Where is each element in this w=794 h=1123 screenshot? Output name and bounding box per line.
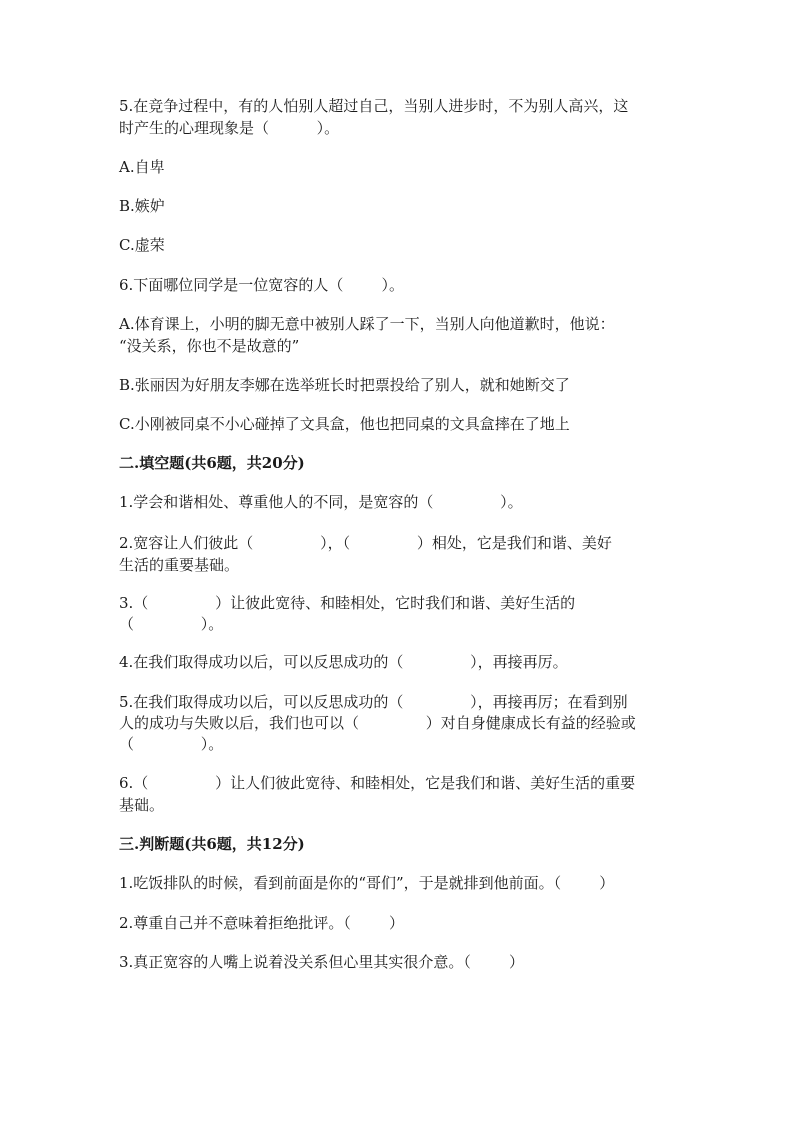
question-5-stem-line2: 时产生的心理现象是（ ）。 <box>119 119 340 137</box>
fill-question-5-line1: 5.在我们取得成功以后，可以反思成功的（ ），再接再厉；在看到别 <box>119 693 628 711</box>
fill-question-6-line1: 6.（ ）让人们彼此宽待、和睦相处，它是我们和谐、美好生活的重要 <box>119 774 636 792</box>
judge-question-3: 3.真正宽容的人嘴上说着没关系但心里其实很介意。（ ） <box>119 953 524 971</box>
fill-question-1: 1.学会和谐相处、尊重他人的不同，是宽容的（ ）。 <box>119 493 523 511</box>
question-5-option-a: A.自卑 <box>119 158 165 176</box>
fill-question-2-line2: 生活的重要基础。 <box>119 556 240 574</box>
fill-question-5-line3: （ ）。 <box>119 735 224 753</box>
question-6-stem: 6.下面哪位同学是一位宽容的人（ ）。 <box>119 276 404 294</box>
question-5-stem-line1: 5.在竞争过程中，有的人怕别人超过自己，当别人进步时，不为别人高兴，这 <box>119 97 629 115</box>
question-6-option-b: B.张丽因为好朋友李娜在选举班长时把票投给了别人，就和她断交了 <box>119 376 570 394</box>
fill-question-6-line2: 基础。 <box>119 796 165 814</box>
question-5-option-b: B.嫉妒 <box>119 197 165 215</box>
question-6-option-c: C.小刚被同桌不小心碰掉了文具盒，他也把同桌的文具盒摔在了地上 <box>119 415 570 433</box>
question-5-option-c: C.虚荣 <box>119 236 165 254</box>
section-2-title: 二.填空题(共6题，共20分) <box>119 454 305 472</box>
fill-question-4: 4.在我们取得成功以后，可以反思成功的（ ），再接再厉。 <box>119 653 568 671</box>
fill-question-2-line1: 2.宽容让人们彼此（ ），（ ）相处，它是我们和谐、美好 <box>119 534 612 552</box>
fill-question-3-line2: （ ）。 <box>119 615 224 633</box>
judge-question-1: 1.吃饭排队的时候，看到前面是你的“哥们”，于是就排到他前面。（ ） <box>119 874 615 892</box>
judge-question-2: 2.尊重自己并不意味着拒绝批评。（ ） <box>119 914 404 932</box>
fill-question-3-line1: 3.（ ）让彼此宽待、和睦相处，它时我们和谐、美好生活的 <box>119 594 576 612</box>
fill-question-5-line2: 人的成功与失败以后，我们也可以（ ）对自身健康成长有益的经验或 <box>119 714 636 732</box>
question-6-option-a-line1: A.体育课上，小明的脚无意中被别人踩了一下，当别人向他道歉时，他说： <box>119 315 615 333</box>
question-6-option-a-line2: “没关系，你也不是故意的” <box>119 337 300 355</box>
section-3-title: 三.判断题(共6题，共12分) <box>119 835 305 853</box>
